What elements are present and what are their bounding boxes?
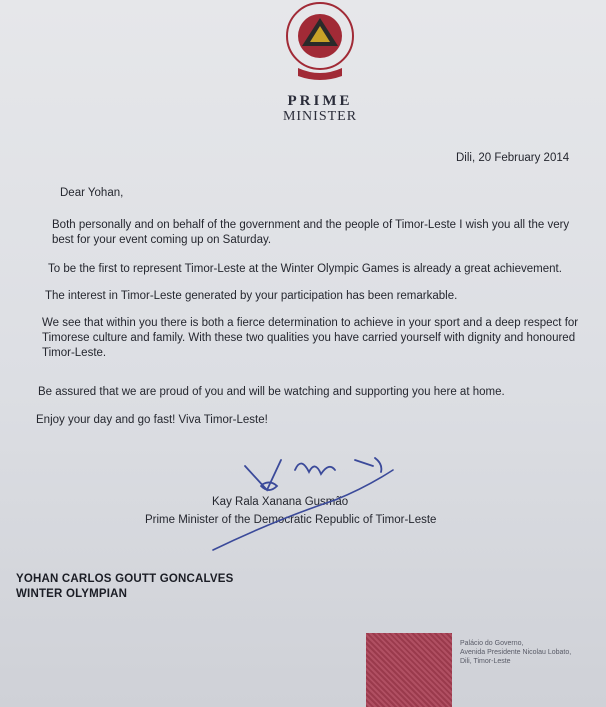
signatory-title: Prime Minister of the Democratic Republic of Timor-Leste (145, 514, 437, 526)
footer-address-line: Avenida Presidente Nicolau Lobato, (460, 649, 572, 656)
letter-paragraph: Be assured that we are proud of you and will be watching and supporting you here at home. (38, 386, 505, 398)
letter-paragraph: Enjoy your day and go fast! Viva Timor-Leste! (36, 414, 268, 426)
letter-paragraph: To be the first to represent Timor-Leste at the Winter Olympic Games is already a great achievement. (48, 263, 562, 275)
recipient-role: WINTER OLYMPIAN (16, 588, 128, 600)
letter-date: Dili, 20 February 2014 (456, 152, 570, 164)
letter-greeting: Dear Yohan, (60, 187, 124, 199)
footer-address-line: Dili, Timor-Leste (460, 658, 511, 665)
footer-address-line: Palácio do Governo, (460, 640, 524, 647)
letterhead-title-line2: MINISTER (282, 109, 358, 124)
red-embossed-stamp (366, 633, 452, 707)
letter-paragraph: Both personally and on behalf of the government and the people of Timor-Leste I wish you all the very best for your event coming up on Saturday. (52, 219, 570, 246)
signatory-name: Kay Rala Xanana Gusmão (212, 496, 349, 508)
government-seal-icon (272, 0, 368, 84)
letterhead-title-line1: PRIME (287, 93, 353, 109)
letter-paragraph: We see that within you there is both a fierce determination to achieve in your sport and a deep respect for Timorese culture and family. With these two qualities you have carried yourself with dignity and honoured Timor-Leste. (42, 317, 579, 359)
recipient-name: YOHAN CARLOS GOUTT GONCALVES (16, 573, 234, 585)
letter-paragraph: The interest in Timor-Leste generated by your participation has been remarkable. (45, 290, 458, 302)
handwritten-signature (205, 450, 405, 560)
